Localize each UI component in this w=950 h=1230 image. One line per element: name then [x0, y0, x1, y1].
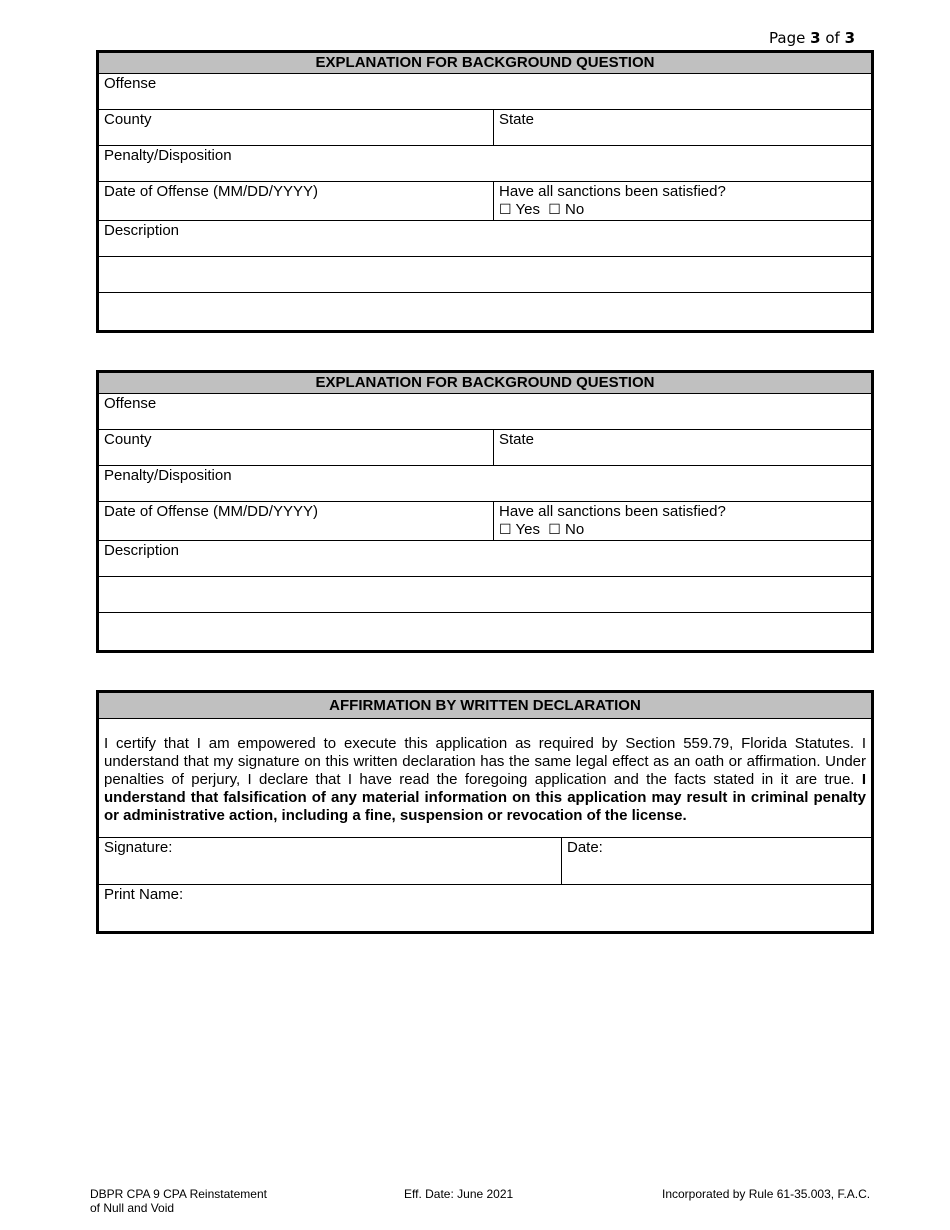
date-field[interactable]: Date: [567, 839, 603, 856]
description-line[interactable] [99, 577, 871, 612]
state-field[interactable]: State [499, 111, 535, 128]
description-line[interactable] [99, 613, 871, 650]
affirmation-block [96, 690, 874, 934]
sanctions-field: Have all sanctions been satisfied? ☐ Yes ☐ No [499, 503, 726, 538]
penalty-field[interactable]: Penalty/Disposition [104, 147, 232, 164]
declaration-text: I certify that I am empowered to execute this application as required by Section 559.79, Florida Statutes. I understand that my signature on this written declaration has the same legal effect as an oath or affirmation. Under penalties of perjury, I declare that I have read the foregoing application and the facts stated in it are true. I understand that falsification of any material information on this application may result in criminal penalty or administrative action, including a fine, suspension or revocation of the license. [99, 719, 871, 838]
signature-field[interactable]: Signature: [99, 838, 562, 884]
print-name-field[interactable]: Print Name: [104, 886, 184, 903]
sanctions-field: Have all sanctions been satisfied? ☐ Yes ☐ No [499, 183, 726, 218]
county-field[interactable]: County [99, 430, 494, 465]
offense-field[interactable]: Offense [104, 75, 157, 92]
description-field[interactable]: Description [104, 222, 180, 239]
no-checkbox[interactable]: ☐ [548, 202, 561, 218]
section-header: EXPLANATION FOR BACKGROUND QUESTION [99, 373, 871, 394]
yes-checkbox[interactable]: ☐ [499, 202, 512, 218]
footer-rule: Incorporated by Rule 61-35.003, F.A.C. [662, 1187, 871, 1201]
date-of-offense-field[interactable]: Date of Offense (MM/DD/YYYY) [99, 182, 494, 220]
page-number: Page 3 of 3 [769, 29, 855, 47]
footer-eff-date: Eff. Date: June 2021 [404, 1187, 514, 1201]
description-field[interactable]: Description [104, 542, 180, 559]
yes-checkbox[interactable]: ☐ [499, 522, 512, 538]
state-field[interactable]: State [499, 431, 535, 448]
penalty-field[interactable]: Penalty/Disposition [104, 467, 232, 484]
description-line[interactable] [99, 293, 871, 330]
section-header: EXPLANATION FOR BACKGROUND QUESTION [99, 53, 871, 74]
description-line[interactable] [99, 257, 871, 292]
explanation-block-1 [96, 50, 874, 333]
explanation-block-2 [96, 370, 874, 653]
date-of-offense-field[interactable]: Date of Offense (MM/DD/YYYY) [99, 502, 494, 540]
offense-field[interactable]: Offense [104, 395, 157, 412]
footer-form-id: DBPR CPA 9 CPA Reinstatement of Null and Void [90, 1187, 267, 1215]
county-field[interactable]: County [99, 110, 494, 145]
section-header: AFFIRMATION BY WRITTEN DECLARATION [99, 693, 871, 719]
no-checkbox[interactable]: ☐ [548, 522, 561, 538]
